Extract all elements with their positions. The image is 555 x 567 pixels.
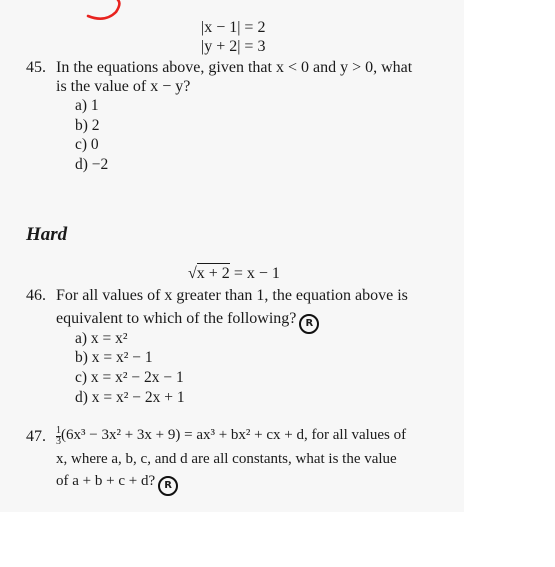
q47-number: 47. (26, 428, 46, 445)
fraction-one-third: $\frac{1}{3}$ (56, 425, 61, 447)
q46-number: 46. (26, 287, 46, 304)
section-heading-hard: Hard (26, 224, 68, 245)
q46-option-c: c) x = x² − 2x − 1 (75, 369, 184, 386)
q45-equation-2: |y + 2| = 3 (201, 38, 266, 55)
q45-option-a: a) 1 (75, 97, 99, 114)
q46-option-d: d) x = x² − 2x + 1 (75, 389, 185, 406)
q47-text-line3: of a + b + c + d? R (56, 473, 178, 496)
q45-option-c: c) 0 (75, 136, 99, 153)
q46-option-a: a) x = x² (75, 330, 128, 347)
q45-text-line2: is the value of x − y? (56, 78, 191, 95)
q46-text-line1: For all values of x greater than 1, the equation above is (56, 287, 408, 304)
handwritten-mark (82, 0, 132, 26)
sqrt-symbol: √x + 2 (188, 265, 230, 282)
q47-text-line2: x, where a, b, c, and d are all constants, what is the value (56, 451, 397, 467)
q45-text-line1: In the equations above, given that x < 0 and y > 0, what (56, 59, 413, 76)
q46-equation: √x + 2 = x − 1 (188, 265, 280, 282)
calculator-badge-icon: R (158, 476, 178, 496)
q47-text-line1: $\frac{1}{3}$ (6x³ − 3x² + 3x + 9) = ax³ + bx² + cx + d, for all values of (56, 425, 407, 447)
q45-option-d: d) −2 (75, 156, 109, 173)
q45-option-b: b) 2 (75, 117, 100, 134)
q46-option-b: b) x = x² − 1 (75, 349, 153, 366)
q46-text-line2: equivalent to which of the following? R (56, 310, 319, 334)
calculator-badge-icon: R (299, 314, 319, 334)
q45-equation-1: |x − 1| = 2 (201, 19, 266, 36)
q45-number: 45. (26, 59, 46, 76)
